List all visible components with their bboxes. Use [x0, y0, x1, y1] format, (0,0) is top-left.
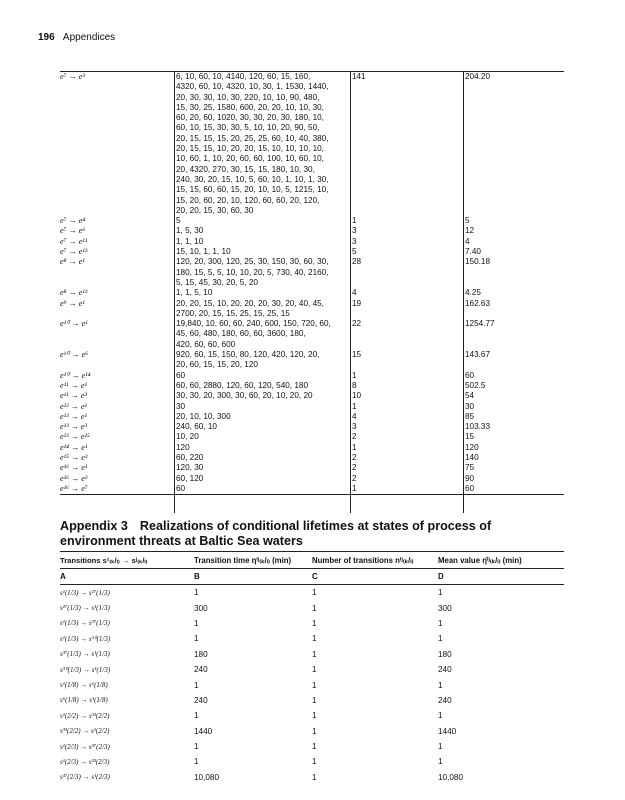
transition-cell: e⁷ → e³	[60, 72, 85, 81]
table-row	[60, 616, 564, 631]
times-cell: 60	[176, 370, 186, 380]
col-header-mean: Mean value η̄ⁱʲ₍ₖ/ₗ₎ (min)	[438, 555, 522, 565]
mean-cell: 180	[438, 649, 452, 659]
transition-cell: e⁷ → e¹¹	[60, 236, 88, 246]
mean-cell: 240	[438, 695, 452, 705]
count-cell: 1	[312, 665, 317, 675]
times-cell: 240, 60, 10	[176, 422, 217, 432]
count-cell: 1	[352, 442, 357, 452]
times-cell: 60, 120	[176, 473, 204, 483]
mean-cell: 1254.77	[465, 319, 495, 329]
transition-cell: s²⁷(1/3) → s¹(1/3)	[60, 604, 110, 613]
count-cell: 22	[352, 319, 362, 329]
col-header-transitions: Transitions s¹₍ₖ/ₗ₎ → sʲ₍ₖ/ₗ₎	[60, 555, 148, 565]
transition-cell: s³⁷(1/3) → s¹(1/3)	[60, 650, 110, 659]
table-row	[60, 484, 564, 494]
count-cell: 1	[312, 772, 317, 782]
count-cell: 3	[352, 422, 357, 432]
times-cell: 120, 20, 300, 120, 25, 30, 150, 30, 60, 30, 180, 15, 5, 5, 10, 10, 20, 5, 730, 40, 2160, 5, 15, 45, 30, 20, 5, 20	[176, 257, 329, 287]
transition-cell: s¹(1/3) → s³⁰(1/3)	[60, 634, 111, 643]
mean-cell: 143.67	[465, 350, 491, 360]
time-cell: 1	[194, 711, 199, 721]
table-row	[60, 474, 564, 484]
table-row	[60, 216, 564, 226]
mean-cell: 4	[465, 236, 470, 246]
mean-cell: 60	[465, 370, 475, 380]
table-row	[60, 247, 564, 257]
times-cell: 30	[176, 401, 186, 411]
table-row	[60, 319, 564, 350]
count-cell: 1	[312, 726, 317, 736]
mean-cell: 90	[465, 473, 475, 483]
count-cell: 1	[352, 216, 357, 226]
transition-cell: e¹³ → e¹⁵	[60, 432, 90, 442]
table-row	[60, 237, 564, 247]
transition-cell: s³³(2/2) → s¹(2/2)	[60, 727, 110, 736]
count-cell: 28	[352, 257, 362, 267]
time-cell: 240	[194, 665, 208, 675]
transition-cell: e⁷ → e⁴	[60, 216, 86, 226]
times-cell: 1, 1, 10	[176, 236, 204, 246]
mean-cell: 1	[438, 680, 443, 690]
time-cell: 300	[194, 603, 208, 613]
transition-cell: e¹³ → e¹	[60, 411, 87, 421]
table-row	[60, 257, 564, 288]
transition-cell: e⁸ → e¹³	[60, 288, 88, 298]
mean-cell: 75	[465, 463, 475, 473]
count-cell: 3	[352, 226, 357, 236]
col-letter-c: C	[312, 572, 318, 581]
table-row	[60, 585, 564, 600]
mean-cell: 54	[465, 391, 475, 401]
table-row	[60, 693, 564, 708]
table-row	[60, 391, 564, 401]
count-cell: 4	[352, 411, 357, 421]
times-cell: 15, 10, 1, 1, 10	[176, 247, 231, 257]
table-row	[60, 647, 564, 662]
times-cell: 1, 5, 30	[176, 226, 204, 236]
time-cell: 1	[194, 742, 199, 752]
table-row	[60, 724, 564, 739]
mean-cell: 103.33	[465, 422, 491, 432]
transition-cell: e⁷ → e¹³	[60, 247, 88, 257]
transition-cell: e⁸ → e¹	[60, 257, 85, 267]
table-row	[60, 226, 564, 236]
table-row	[60, 72, 564, 216]
appendix-heading	[60, 519, 565, 549]
mean-cell: 140	[465, 452, 479, 462]
count-cell: 1	[312, 634, 317, 644]
transition-cell: e¹⁴ → e¹	[60, 442, 88, 452]
count-cell: 1	[312, 742, 317, 752]
mean-cell: 204.20	[465, 72, 491, 81]
transition-cell: e⁷ → e⁶	[60, 226, 86, 236]
transition-cell: e¹⁰ → e⁶	[60, 350, 89, 360]
transition-cell: e¹¹ → e¹	[60, 380, 87, 390]
times-cell: 5	[176, 216, 181, 226]
mean-cell: 502.5	[465, 380, 486, 390]
section-title: Appendices	[62, 32, 116, 43]
transition-cell: s³⁷(2/3) → s¹(2/3)	[60, 773, 110, 782]
transition-cell: e¹⁶ → e³	[60, 473, 88, 483]
page-number: 196	[38, 32, 55, 43]
mean-cell: 7.40	[465, 247, 481, 257]
transition-cell: s¹(1/3) → s³⁷(1/3)	[60, 619, 110, 628]
count-cell: 10	[352, 391, 362, 401]
mean-cell: 1	[438, 634, 443, 644]
transition-cell: e¹⁰ → e¹	[60, 319, 88, 329]
times-cell: 10, 20	[176, 432, 199, 442]
table-row	[60, 677, 564, 692]
times-cell: 60	[176, 483, 186, 493]
times-cell: 30, 30, 20, 300, 30, 60, 20, 10, 20, 20	[176, 391, 313, 401]
table-row	[60, 432, 564, 442]
column-letters-row	[60, 569, 564, 585]
mean-cell: 5	[465, 216, 470, 226]
count-cell: 15	[352, 350, 362, 360]
times-cell: 60, 220	[176, 452, 204, 462]
mean-cell: 30	[465, 401, 475, 411]
table-row	[60, 381, 564, 391]
table-row	[60, 739, 564, 754]
count-cell: 1	[312, 649, 317, 659]
times-cell: 20, 10, 10, 300	[176, 411, 231, 421]
table-row	[60, 453, 564, 463]
mean-cell: 120	[465, 442, 479, 452]
transition-cell: s³⁰(1/3) → s¹(1/3)	[60, 665, 111, 674]
mean-cell: 85	[465, 411, 475, 421]
mean-cell: 4.25	[465, 288, 481, 298]
appendix-number: Appendix 3	[60, 519, 128, 533]
table-row	[60, 288, 564, 298]
table-row	[60, 371, 564, 381]
count-cell: 1	[352, 401, 357, 411]
transition-cell: s¹(2/2) → s³³(2/2)	[60, 711, 110, 720]
table-row	[60, 443, 564, 453]
time-cell: 10,080	[194, 772, 220, 782]
col-letter-b: B	[194, 572, 200, 581]
transition-table	[60, 71, 564, 495]
mean-cell: 60	[465, 483, 475, 493]
time-cell: 1440	[194, 726, 213, 736]
realizations-table	[60, 551, 564, 785]
times-cell: 19,840, 10, 60, 60, 240, 600, 150, 720, 60, 45, 60, 480, 180, 60, 60, 3600, 180, 420, 60, 60, 600	[176, 319, 331, 349]
transition-cell: e¹⁶ → e⁷	[60, 483, 88, 493]
count-cell: 4	[352, 288, 357, 298]
mean-cell: 1440	[438, 726, 457, 736]
count-cell: 2	[352, 473, 357, 483]
col-letter-d: D	[438, 572, 444, 581]
count-cell: 5	[352, 247, 357, 257]
count-cell: 1	[312, 603, 317, 613]
time-cell: 180	[194, 649, 208, 659]
mean-cell: 1	[438, 588, 443, 598]
count-cell: 1	[352, 483, 357, 493]
mean-cell: 150.18	[465, 257, 491, 267]
count-cell: 3	[352, 236, 357, 246]
count-cell: 1	[312, 588, 317, 598]
transition-cell: e⁹ → e¹	[60, 298, 85, 308]
mean-cell: 10,080	[438, 772, 464, 782]
table-row	[60, 463, 564, 473]
mean-cell: 12	[465, 226, 475, 236]
count-cell: 1	[312, 680, 317, 690]
appendix-title: Realizations of conditional lifetimes at states of process of environment threats at Baltic Sea waters	[60, 519, 492, 548]
col-header-count: Number of transitions nⁱʲ₍ₖ/ₗ₎	[312, 555, 414, 565]
col-header-time: Transition time ηⁱʲ₍ₖ/ₗ₎ (min)	[194, 555, 292, 565]
count-cell: 141	[352, 72, 366, 81]
mean-cell: 162.63	[465, 298, 491, 308]
table-row	[60, 350, 564, 371]
times-cell: 1, 1, 5, 10	[176, 288, 213, 298]
page-header	[38, 32, 115, 43]
table1-bottom-rule	[60, 494, 564, 495]
times-cell: 920, 60, 15, 150, 80, 120, 420, 120, 20, 20, 60, 15, 15, 20, 120	[176, 350, 320, 370]
transition-cell: e¹³ → e³	[60, 422, 87, 432]
transition-cell: e¹¹ → e³	[60, 391, 87, 401]
count-cell: 1	[312, 695, 317, 705]
table-row	[60, 600, 564, 615]
time-cell: 240	[194, 695, 208, 705]
table2-body	[60, 585, 564, 785]
transition-cell: s¹(2/3) → s³⁷(2/3)	[60, 742, 110, 751]
table-row	[60, 402, 564, 412]
count-cell: 1	[312, 711, 317, 721]
count-cell: 2	[352, 463, 357, 473]
table-header-row	[60, 551, 564, 569]
table-row	[60, 412, 564, 422]
times-cell: 120	[176, 442, 190, 452]
table-row	[60, 770, 564, 785]
mean-cell: 240	[438, 665, 452, 675]
mean-cell: 300	[438, 603, 452, 613]
count-cell: 1	[312, 757, 317, 767]
col-letter-a: A	[60, 572, 66, 581]
transition-cell: s¹(1/3) → s²⁷(1/3)	[60, 588, 110, 597]
table-row	[60, 708, 564, 723]
count-cell: 2	[352, 432, 357, 442]
table-row	[60, 662, 564, 677]
table-row	[60, 299, 564, 320]
mean-cell: 1	[438, 742, 443, 752]
count-cell: 1	[352, 370, 357, 380]
count-cell: 19	[352, 298, 362, 308]
time-cell: 1	[194, 618, 199, 628]
transition-cell: s¹(1/8) → s⁶(1/8)	[60, 681, 108, 690]
transition-cell: e¹⁶ → e¹	[60, 463, 88, 473]
transition-cell: e¹⁰ → e¹⁴	[60, 370, 91, 380]
times-cell: 60, 60, 2880, 120, 60, 120, 540, 180	[176, 380, 309, 390]
times-cell: 20, 20, 15, 10, 20, 20, 20, 30, 20, 40, 45, 2700, 20, 15, 15, 25, 15, 25, 15	[176, 298, 324, 318]
time-cell: 1	[194, 757, 199, 767]
count-cell: 8	[352, 380, 357, 390]
count-cell: 2	[352, 452, 357, 462]
count-cell: 1	[312, 618, 317, 628]
table-row	[60, 754, 564, 769]
transition-cell: e¹⁵ → e³	[60, 452, 88, 462]
mean-cell: 1	[438, 618, 443, 628]
transition-cell: s⁶(1/8) → s¹(1/8)	[60, 696, 108, 705]
transition-cell: e¹² → e¹	[60, 401, 87, 411]
times-cell: 120, 30	[176, 463, 204, 473]
transition-cell: s¹(2/3) → s³³(2/3)	[60, 757, 110, 766]
time-cell: 1	[194, 634, 199, 644]
time-cell: 1	[194, 588, 199, 598]
times-cell: 6, 10, 60, 10, 4140, 120, 60, 15, 160, 4320, 60, 10, 4320, 10, 30, 1, 1530, 1440, 20, 30, 30, 10, 30, 220, 10, 10, 90, 480, 15, 30, 25, 1580, 600, 20, 20, 10, 10, 30, 60, 20, 60, 1020, 30, 30, 20, 30, 180, 10, 60, 10, 15, 30, 30, 5, 10, 10, 20, 90, 50, 20, 15, 15, 15, 20, 25, 25, 60, 10, 40, 380, 20, 15, 15, 10, 20, 20, 15, 10, 10, 10, 10, 10, 60, 1, 10, 20, 60, 60, 100, 10, 60, 10, 20, 4320, 270, 30, 15, 15, 180, 10, 30, 240, 30, 20, 15, 10, 5, 60, 10, 1, 10, 1, 30, 15, 15, 60, 60, 15, 20, 10, 10, 5, 1215, 10, 15, 20, 60, 20, 10, 120, 60, 60, 20, 120, 20, 20, 15, 30, 60, 30	[176, 72, 329, 215]
mean-cell: 1	[438, 711, 443, 721]
mean-cell: 15	[465, 432, 475, 442]
time-cell: 1	[194, 680, 199, 690]
table-row	[60, 631, 564, 646]
mean-cell: 1	[438, 757, 443, 767]
table-row	[60, 422, 564, 432]
